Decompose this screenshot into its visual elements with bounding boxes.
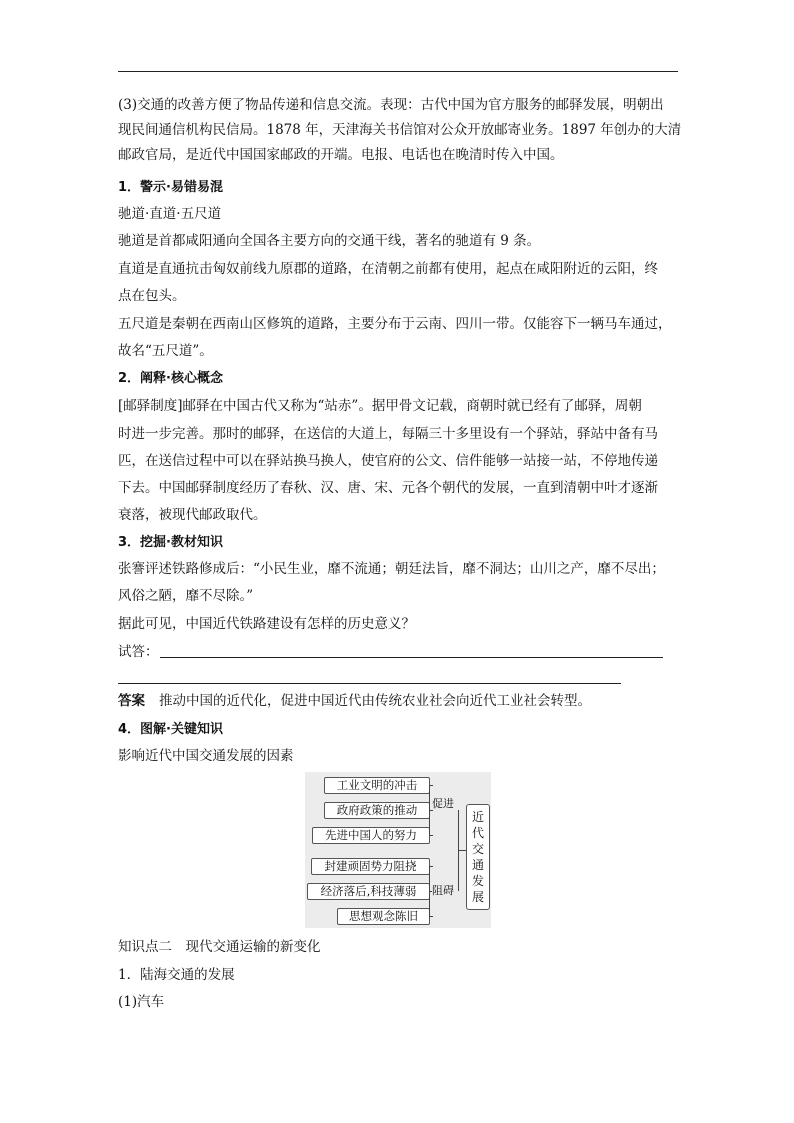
section1-line2: 直道是直通抗击匈奴前线九原郡的道路，在清朝之前都有使用，起点在咸阳附近的云阳，终 bbox=[118, 261, 658, 277]
hinder-item-2: 经济落后,科技薄弱 bbox=[307, 883, 430, 900]
answer-blank-line-2 bbox=[118, 683, 621, 684]
section1-line1: 驰道是首都咸阳通向全国各主要方向的交通干线，著名的驰道有 9 条。 bbox=[118, 233, 541, 249]
promote-tick-1 bbox=[429, 785, 433, 786]
section2-line4: 下去。中国邮驿制度经历了春秋、汉、唐、宋、元各个朝代的发展，一直到清朝中叶才逐渐 bbox=[118, 480, 658, 496]
section4-heading: 4．图解·关键知识 bbox=[118, 722, 223, 737]
section1-subtitle: 驰道·直道·五尺道 bbox=[118, 206, 222, 222]
hinder-label: 阻碍 bbox=[432, 884, 454, 897]
header-rule bbox=[118, 71, 678, 72]
hinder-tick-1 bbox=[429, 866, 433, 867]
section2-line3: 匹，在送信过程中可以在驿站换马换人，使官府的公文、信件能够一站接一站，不停地传递 bbox=[118, 453, 658, 469]
promote-item-2: 政府政策的推动 bbox=[324, 802, 430, 819]
answer-text: 推动中国的近代化，促进中国近代由传统农业社会向近代工业社会转型。 bbox=[159, 693, 591, 709]
promote-item-3: 先进中国人的努力 bbox=[312, 827, 430, 844]
para3-line2: 现民间通信机构民信局。1878 年，天津海关书信馆对公众开放邮寄业务。1897 年创办的大清 bbox=[118, 122, 682, 138]
section3-line2: 风俗之陋，靡不尽除。” bbox=[118, 588, 254, 604]
part2-sub2: (1)汽车 bbox=[118, 994, 165, 1010]
para3-line1: (3)交通的改善方便了物品传递和信息交流。表现：古代中国为官方服务的邮驿发展，明朝出 bbox=[118, 97, 664, 113]
promote-tick-3 bbox=[429, 835, 433, 836]
section2-heading: 2．阐释·核心概念 bbox=[118, 371, 223, 386]
factors-diagram bbox=[305, 772, 491, 928]
answer-line bbox=[118, 692, 591, 710]
section1-heading: 1．警示·易错易混 bbox=[118, 180, 223, 195]
promote-label: 促进 bbox=[432, 797, 454, 810]
part2-sub1: 1．陆海交通的发展 bbox=[118, 967, 235, 983]
hinder-item-3: 思想观念陈旧 bbox=[337, 908, 430, 925]
answer-label: 答案 bbox=[118, 693, 145, 709]
hinder-tick-3 bbox=[429, 916, 433, 917]
section1-line5: 故名“五尺道”。 bbox=[118, 343, 213, 359]
promote-item-1: 工业文明的冲击 bbox=[324, 777, 430, 794]
answer-blank-line-1 bbox=[160, 657, 663, 658]
try-answer-label: 试答： bbox=[118, 644, 159, 660]
section1-line4: 五尺道是秦朝在西南山区修筑的道路，主要分布于云南、四川一带。仅能容下一辆马车通过， bbox=[118, 316, 672, 332]
result-box: 近代交通发展 bbox=[466, 804, 490, 910]
para3-line3: 邮政官局，是近代中国国家邮政的开端。电报、电话也在晚清时传入中国。 bbox=[118, 147, 564, 163]
section3-line1: 张謇评述铁路修成后：“小民生业，靡不流通；朝廷法旨，靡不洞达；山川之产，靡不尽出； bbox=[118, 561, 665, 577]
part2-heading: 知识点二 现代交通运输的新变化 bbox=[118, 939, 321, 955]
hinder-item-1: 封建顽固势力阻挠 bbox=[311, 858, 430, 875]
promote-tick-2 bbox=[429, 810, 433, 811]
section1-line3: 点在包头。 bbox=[118, 288, 186, 304]
section4-subtitle: 影响近代中国交通发展的因素 bbox=[118, 748, 294, 764]
section2-line1: [邮驿制度]邮驿在中国古代又称为“站赤”。据甲骨文记载，商朝时就已经有了邮驿，周朝 bbox=[118, 398, 642, 414]
section2-line5: 衰落，被现代邮政取代。 bbox=[118, 507, 267, 523]
section3-question: 据此可见，中国近代铁路建设有怎样的历史意义？ bbox=[118, 616, 415, 632]
section3-heading: 3．挖掘·教材知识 bbox=[118, 535, 223, 550]
section2-line2: 时进一步完善。那时的邮驿，在送信的大道上，每隔三十多里设有一个驿站，驿站中备有马 bbox=[118, 426, 658, 442]
